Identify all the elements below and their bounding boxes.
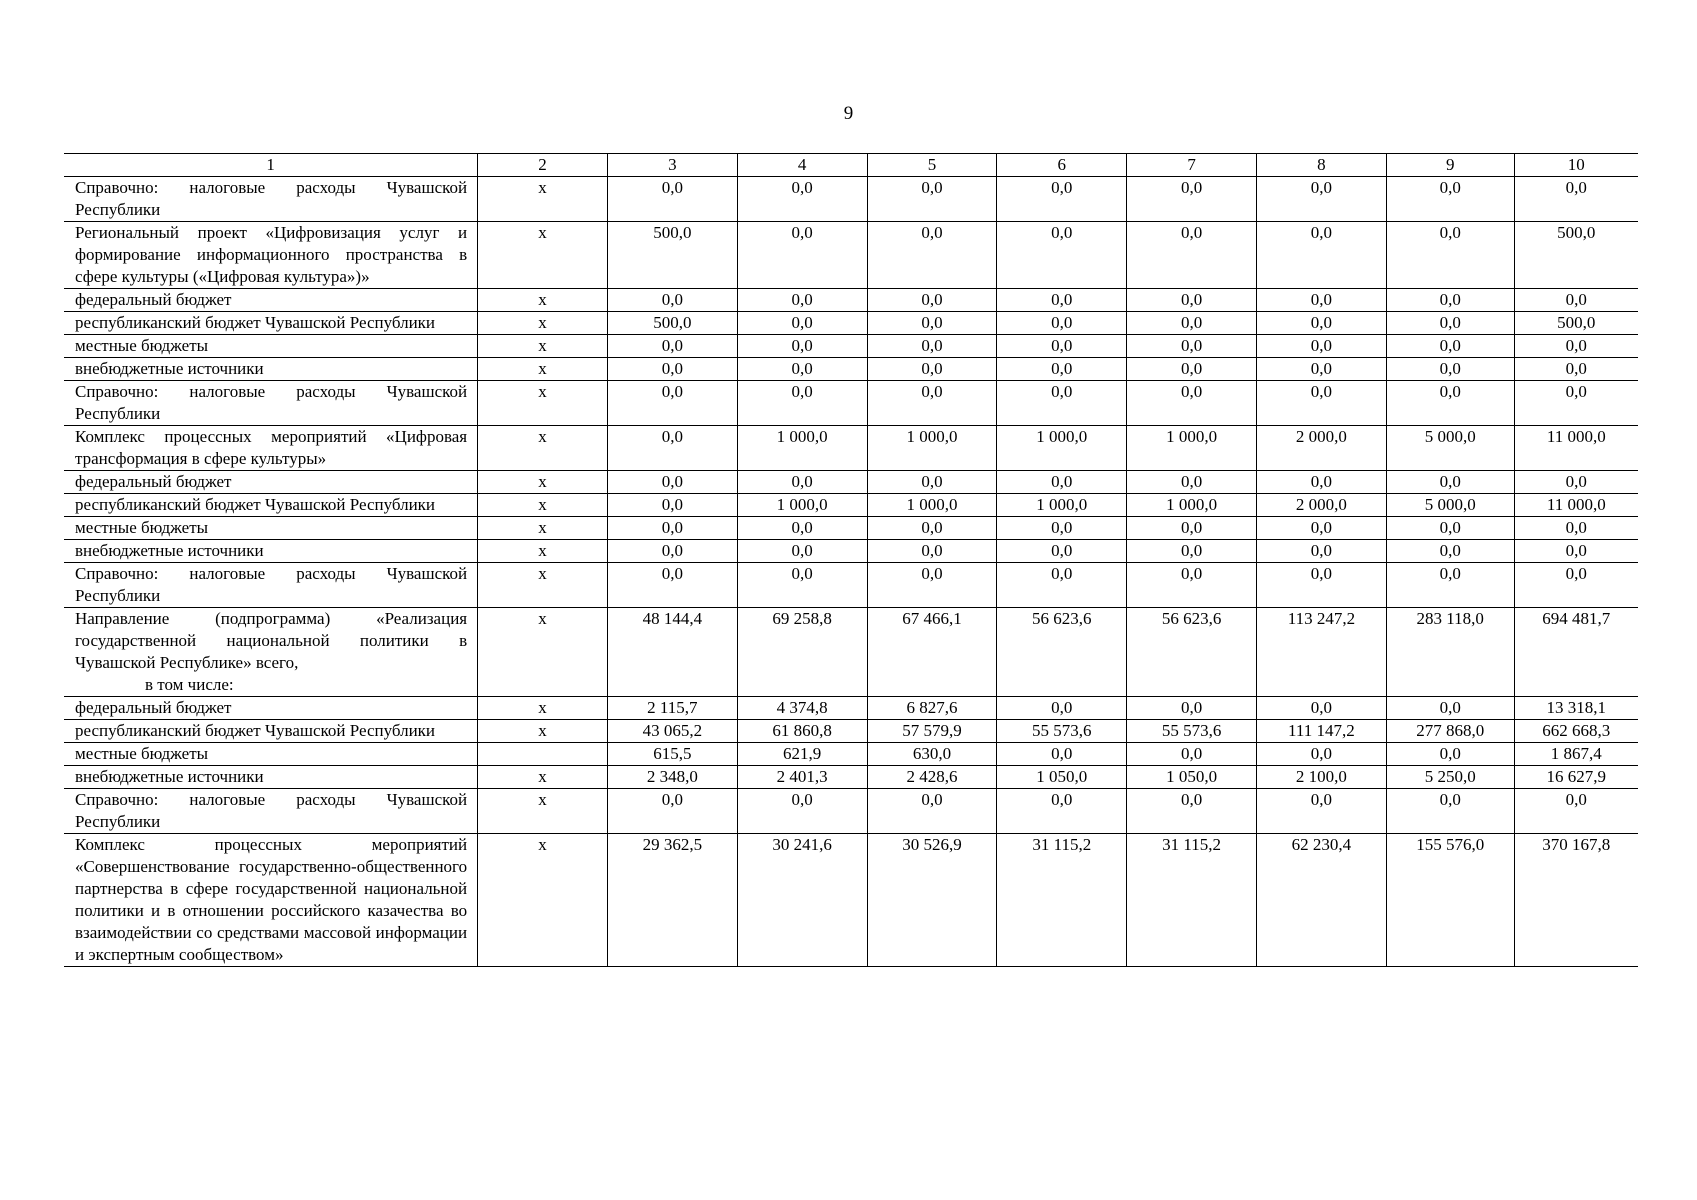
table-row [64,766,1638,789]
value-cell: 0,0 [1257,289,1387,312]
value-cell: 0,0 [737,222,867,289]
value-cell: 48 144,4 [607,608,737,697]
value-cell: 30 241,6 [737,834,867,967]
value-cell: 0,0 [1257,471,1387,494]
value-cell: 0,0 [607,358,737,381]
value-cell: 67 466,1 [867,608,997,697]
value-cell: 1 000,0 [997,426,1127,471]
budget-table [64,153,1638,967]
value-cell: 1 000,0 [1127,426,1257,471]
mark-cell: х [478,381,608,426]
mark-cell: х [478,494,608,517]
value-cell: 0,0 [1514,335,1638,358]
mark-cell: х [478,720,608,743]
value-cell: 0,0 [1386,222,1514,289]
row-name: Справочно: налоговые расходы Чувашской Республики [75,178,468,219]
value-cell: 113 247,2 [1257,608,1387,697]
mark-cell: х [478,426,608,471]
row-name: местные бюджеты [75,336,209,355]
value-cell: 0,0 [997,177,1127,222]
value-cell: 0,0 [997,471,1127,494]
column-number: 5 [867,154,997,177]
table-row [64,381,1638,426]
column-numbers-row [64,154,1638,177]
row-name-cell [64,608,478,697]
row-name-cell [64,222,478,289]
value-cell: 1 000,0 [1127,494,1257,517]
value-cell: 0,0 [1514,471,1638,494]
row-name: Региональный проект «Цифровизация услуг и формирование информационного пространства в сфере культуры («Цифровая культура»)» [75,223,468,286]
value-cell: 1 000,0 [997,494,1127,517]
value-cell: 0,0 [1127,381,1257,426]
value-cell: 0,0 [1514,540,1638,563]
value-cell: 0,0 [737,789,867,834]
mark-cell: х [478,177,608,222]
mark-cell: х [478,471,608,494]
value-cell: 1 050,0 [1127,766,1257,789]
value-cell: 0,0 [737,540,867,563]
value-cell: 0,0 [1386,563,1514,608]
value-cell: 500,0 [607,222,737,289]
value-cell: 0,0 [1127,222,1257,289]
table-row [64,743,1638,766]
row-name-cell [64,381,478,426]
value-cell: 0,0 [1127,697,1257,720]
value-cell: 0,0 [1257,335,1387,358]
row-name-cell [64,697,478,720]
value-cell: 57 579,9 [867,720,997,743]
value-cell: 2 115,7 [607,697,737,720]
value-cell: 0,0 [997,563,1127,608]
value-cell: 43 065,2 [607,720,737,743]
value-cell: 0,0 [867,335,997,358]
row-name: республиканский бюджет Чувашской Республики [75,495,436,514]
value-cell: 0,0 [867,358,997,381]
table-row [64,540,1638,563]
value-cell: 0,0 [1257,177,1387,222]
row-name-cell [64,563,478,608]
value-cell: 1 050,0 [997,766,1127,789]
value-cell: 1 000,0 [867,426,997,471]
value-cell: 0,0 [867,563,997,608]
value-cell: 0,0 [1257,697,1387,720]
value-cell: 0,0 [1386,697,1514,720]
table-row [64,312,1638,335]
value-cell: 0,0 [997,789,1127,834]
value-cell: 2 428,6 [867,766,997,789]
page-number: 9 [843,103,854,124]
value-cell: 0,0 [737,358,867,381]
value-cell: 0,0 [867,789,997,834]
table-row [64,471,1638,494]
value-cell: 0,0 [1386,540,1514,563]
value-cell: 630,0 [867,743,997,766]
table-row [64,517,1638,540]
value-cell: 662 668,3 [1514,720,1638,743]
row-name: местные бюджеты [75,744,209,763]
table-row [64,289,1638,312]
value-cell: 0,0 [867,177,997,222]
value-cell: 0,0 [1127,471,1257,494]
value-cell: 155 576,0 [1386,834,1514,967]
value-cell: 0,0 [867,517,997,540]
value-cell: 0,0 [1386,358,1514,381]
value-cell: 69 258,8 [737,608,867,697]
value-cell: 0,0 [607,471,737,494]
value-cell: 1 000,0 [737,426,867,471]
value-cell: 0,0 [607,289,737,312]
value-cell: 0,0 [1257,358,1387,381]
row-name: Направление (подпрограмма) «Реализация государственной национальной политики в Чувашской Республике» всего, [75,609,468,672]
value-cell: 0,0 [737,177,867,222]
value-cell: 0,0 [607,517,737,540]
value-cell: 0,0 [997,697,1127,720]
row-name: Справочно: налоговые расходы Чувашской Республики [75,790,468,831]
mark-cell: х [478,358,608,381]
value-cell: 5 250,0 [1386,766,1514,789]
row-name-cell [64,426,478,471]
column-number: 7 [1127,154,1257,177]
value-cell: 0,0 [1257,381,1387,426]
value-cell: 0,0 [1257,540,1387,563]
mark-cell: х [478,540,608,563]
value-cell: 0,0 [1127,563,1257,608]
table-row [64,720,1638,743]
value-cell: 0,0 [867,540,997,563]
value-cell: 0,0 [607,177,737,222]
value-cell: 0,0 [1386,743,1514,766]
value-cell: 0,0 [1257,312,1387,335]
value-cell: 615,5 [607,743,737,766]
value-cell: 0,0 [867,471,997,494]
value-cell: 0,0 [867,222,997,289]
row-name: Справочно: налоговые расходы Чувашской Республики [75,564,468,605]
value-cell: 0,0 [1127,517,1257,540]
mark-cell: х [478,789,608,834]
value-cell: 0,0 [997,222,1127,289]
value-cell: 0,0 [737,517,867,540]
value-cell: 1 867,4 [1514,743,1638,766]
mark-cell: х [478,222,608,289]
value-cell: 0,0 [1127,177,1257,222]
value-cell: 0,0 [737,335,867,358]
value-cell: 5 000,0 [1386,494,1514,517]
value-cell: 283 118,0 [1386,608,1514,697]
value-cell: 0,0 [867,312,997,335]
value-cell: 0,0 [997,540,1127,563]
value-cell: 277 868,0 [1386,720,1514,743]
value-cell: 56 623,6 [1127,608,1257,697]
value-cell: 2 000,0 [1257,426,1387,471]
row-name-cell [64,289,478,312]
row-name: Справочно: налоговые расходы Чувашской Республики [75,382,468,423]
row-name-cell [64,358,478,381]
mark-cell [478,743,608,766]
table-row [64,563,1638,608]
row-name-cell [64,471,478,494]
value-cell: 0,0 [997,335,1127,358]
mark-cell: х [478,608,608,697]
value-cell: 0,0 [1257,743,1387,766]
value-cell: 0,0 [737,471,867,494]
row-name: внебюджетные источники [75,767,264,786]
row-name-cell [64,517,478,540]
table-row [64,222,1638,289]
value-cell: 0,0 [1386,289,1514,312]
value-cell: 0,0 [867,381,997,426]
value-cell: 0,0 [607,540,737,563]
mark-cell: х [478,834,608,967]
value-cell: 31 115,2 [997,834,1127,967]
value-cell: 0,0 [1386,381,1514,426]
value-cell: 2 348,0 [607,766,737,789]
value-cell: 13 318,1 [1514,697,1638,720]
table-row [64,789,1638,834]
table-row [64,697,1638,720]
value-cell: 111 147,2 [1257,720,1387,743]
value-cell: 1 000,0 [737,494,867,517]
mark-cell: х [478,697,608,720]
value-cell: 62 230,4 [1257,834,1387,967]
row-name: федеральный бюджет [75,290,232,309]
value-cell: 6 827,6 [867,697,997,720]
row-name-cell [64,312,478,335]
value-cell: 0,0 [737,312,867,335]
value-cell: 0,0 [1127,743,1257,766]
value-cell: 29 362,5 [607,834,737,967]
value-cell: 0,0 [997,358,1127,381]
value-cell: 0,0 [737,381,867,426]
row-name: Комплекс процессных мероприятий «Совершенствование государственно-общественного партнерства в сфере государственной национальной политики и в отношении российского казачества во взаимодействии со средствами массовой информации и экспертным сообществом» [75,835,468,964]
value-cell: 4 374,8 [737,697,867,720]
row-subtitle: в том числе: [145,675,234,694]
value-cell: 0,0 [997,289,1127,312]
value-cell: 500,0 [607,312,737,335]
table-row [64,608,1638,697]
column-number: 10 [1514,154,1638,177]
value-cell: 31 115,2 [1127,834,1257,967]
value-cell: 0,0 [1127,358,1257,381]
table-row [64,834,1638,967]
column-number: 3 [607,154,737,177]
row-name: федеральный бюджет [75,698,232,717]
value-cell: 0,0 [997,743,1127,766]
value-cell: 56 623,6 [997,608,1127,697]
value-cell: 0,0 [1386,471,1514,494]
value-cell: 2 100,0 [1257,766,1387,789]
value-cell: 0,0 [1257,517,1387,540]
value-cell: 0,0 [1514,358,1638,381]
value-cell: 16 627,9 [1514,766,1638,789]
value-cell: 0,0 [607,789,737,834]
row-name: местные бюджеты [75,518,209,537]
table-row [64,177,1638,222]
row-name-cell [64,720,478,743]
column-number: 1 [64,154,478,177]
value-cell: 5 000,0 [1386,426,1514,471]
row-name: Комплекс процессных мероприятий «Цифровая трансформация в сфере культуры» [75,427,468,468]
row-name: республиканский бюджет Чувашской Республики [75,313,436,332]
row-name-cell [64,766,478,789]
value-cell: 0,0 [997,312,1127,335]
value-cell: 61 860,8 [737,720,867,743]
mark-cell: х [478,312,608,335]
value-cell: 0,0 [737,289,867,312]
row-name-cell [64,834,478,967]
value-cell: 30 526,9 [867,834,997,967]
value-cell: 11 000,0 [1514,426,1638,471]
value-cell: 0,0 [997,517,1127,540]
value-cell: 2 000,0 [1257,494,1387,517]
value-cell: 0,0 [607,381,737,426]
row-name-cell [64,177,478,222]
mark-cell: х [478,517,608,540]
value-cell: 0,0 [1127,789,1257,834]
row-name-cell [64,743,478,766]
value-cell: 0,0 [1127,335,1257,358]
mark-cell: х [478,289,608,312]
row-name: республиканский бюджет Чувашской Республики [75,721,436,740]
value-cell: 0,0 [1514,517,1638,540]
column-number: 8 [1257,154,1387,177]
value-cell: 0,0 [1514,789,1638,834]
value-cell: 0,0 [607,494,737,517]
value-cell: 0,0 [607,335,737,358]
value-cell: 55 573,6 [997,720,1127,743]
column-number: 6 [997,154,1127,177]
value-cell: 0,0 [1386,517,1514,540]
value-cell: 0,0 [1514,177,1638,222]
row-name-cell [64,494,478,517]
mark-cell: х [478,563,608,608]
value-cell: 55 573,6 [1127,720,1257,743]
value-cell: 621,9 [737,743,867,766]
value-cell: 0,0 [997,381,1127,426]
table-row [64,494,1638,517]
row-name: федеральный бюджет [75,472,232,491]
value-cell: 0,0 [607,563,737,608]
value-cell: 0,0 [1514,289,1638,312]
value-cell: 500,0 [1514,312,1638,335]
value-cell: 370 167,8 [1514,834,1638,967]
value-cell: 0,0 [867,289,997,312]
mark-cell: х [478,766,608,789]
value-cell: 0,0 [1257,563,1387,608]
value-cell: 0,0 [1127,312,1257,335]
table-row [64,426,1638,471]
value-cell: 0,0 [607,426,737,471]
value-cell: 0,0 [1257,789,1387,834]
column-number: 4 [737,154,867,177]
mark-cell: х [478,335,608,358]
row-name: внебюджетные источники [75,541,264,560]
value-cell: 0,0 [1257,222,1387,289]
column-number: 9 [1386,154,1514,177]
value-cell: 0,0 [1514,563,1638,608]
table-row [64,358,1638,381]
table-row [64,335,1638,358]
value-cell: 500,0 [1514,222,1638,289]
value-cell: 694 481,7 [1514,608,1638,697]
value-cell: 0,0 [737,563,867,608]
value-cell: 0,0 [1514,381,1638,426]
value-cell: 1 000,0 [867,494,997,517]
value-cell: 0,0 [1386,789,1514,834]
value-cell: 0,0 [1386,312,1514,335]
value-cell: 0,0 [1127,289,1257,312]
value-cell: 0,0 [1386,177,1514,222]
value-cell: 0,0 [1386,335,1514,358]
row-name-cell [64,335,478,358]
column-number: 2 [478,154,608,177]
value-cell: 2 401,3 [737,766,867,789]
row-name-cell [64,540,478,563]
value-cell: 11 000,0 [1514,494,1638,517]
row-name: внебюджетные источники [75,359,264,378]
row-name-cell [64,789,478,834]
value-cell: 0,0 [1127,540,1257,563]
